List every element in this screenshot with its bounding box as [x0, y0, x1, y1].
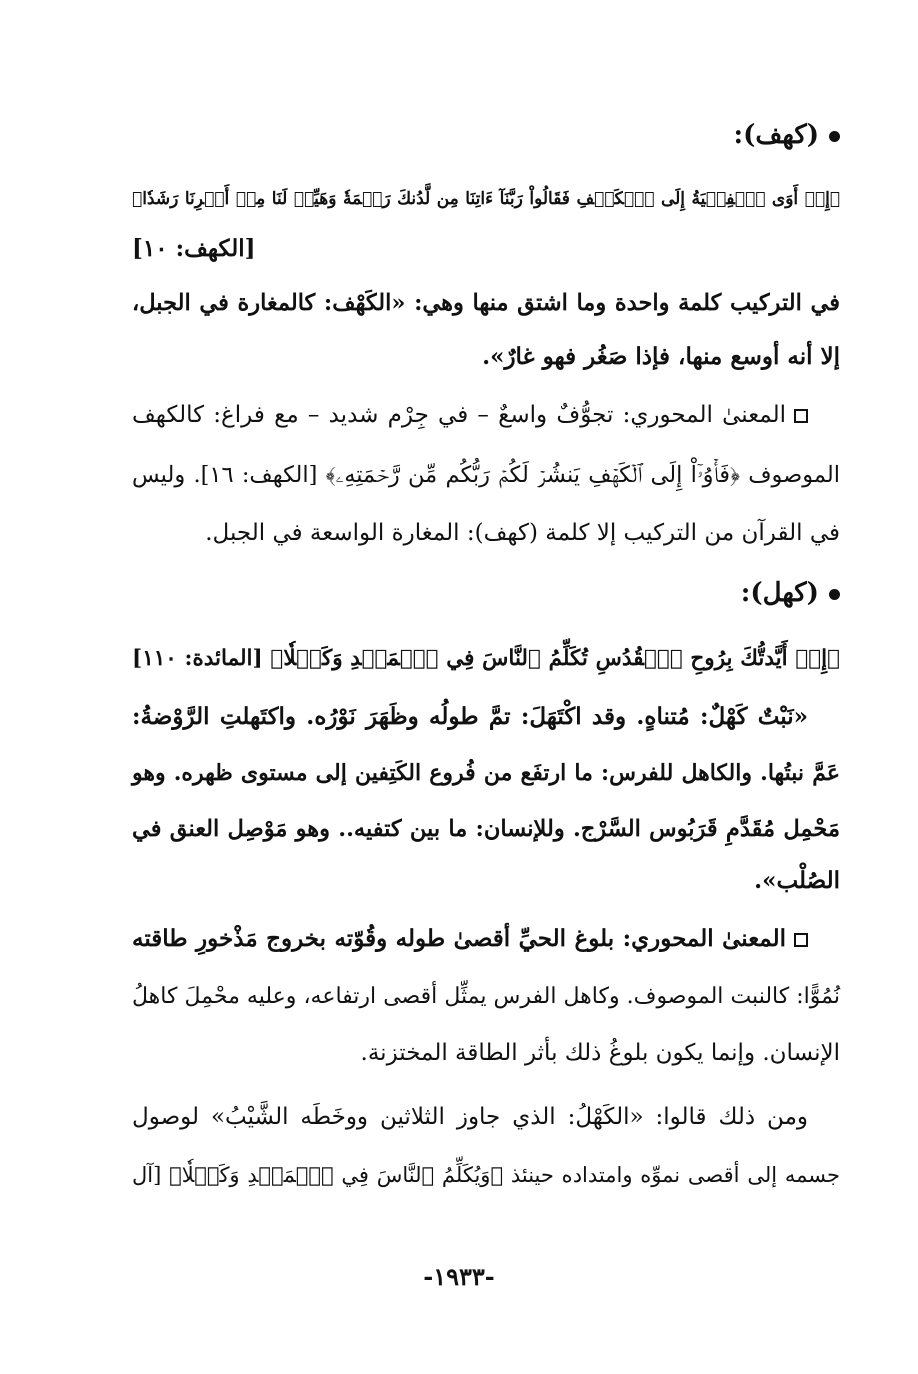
entry-heading-kahl-text: (كهل): — [740, 578, 819, 608]
entry-heading-kahf — [734, 118, 840, 152]
quran-verse-kahf-10: ﴿إِذۡ أَوَى ٱلۡفِتۡيَةُ إِلَى ٱلۡكَهۡفِ فَقَالُواْ رَبَّنَآ ءَاتِنَا مِن لَّدُنكَ رَحۡمَةٗ وَهَيِّئۡ لَنَا مِنۡ أَمۡرِنَا رَشَدٗا﴾ — [132, 189, 840, 209]
core-meaning-line: الموصوف ﴿فَأۡوُۥٓاْ إِلَى ٱلۡكَهۡفِ يَنشُرۡ لَكُمۡ رَبُّكُم مِّن رَّحۡمَتِهِۦ﴾ [الكهف: ١٦]. وليس — [132, 462, 840, 488]
derivation-line: ومن ذلك قالوا: «الكَهْلُ: الذي جاوز الثلاثين ووخَطَه الشَّيْبُ» لوصول — [132, 1104, 808, 1130]
entry-heading-kahf-text: (كهف): — [733, 120, 819, 150]
definition-line: في التركيب كلمة واحدة وما اشتق منها وهي: «الكَهْف: كالمغارة في الجبل، — [132, 290, 840, 316]
entry-heading-kahl — [741, 576, 840, 610]
core-meaning-paragraph — [132, 398, 808, 432]
derivation-line: جسمه إلى أقصى نموِّه وامتداده حينئذ ﴿وَيُكَلِّمُ ٱلنَّاسَ فِي ٱلۡمَهۡدِ وَكَهۡلٗا﴾ [آل — [132, 1163, 840, 1187]
square-icon — [794, 933, 808, 947]
core-meaning-line: المعنىٰ المحوري: تجوُّفٌ واسعٌ – في جِرْم شديد – مع فراغ: كالكهف — [132, 402, 786, 428]
bullet-icon — [829, 131, 840, 142]
core-meaning-line: الإنسان. وإنما يكون بلوغُ ذلك بأثر الطاقة المختزنة. — [360, 1040, 840, 1066]
core-meaning-paragraph — [132, 922, 808, 956]
square-icon — [794, 409, 808, 423]
definition-line: إلا أنه أوسع منها، فإذا صَغُر فهو غارٌ». — [482, 343, 840, 370]
definition-line: عَمَّ نبتُها. والكاهل للفرس: ما ارتفَع من فُروع الكَتِفين إلى مستوى ظهره. وهو — [132, 760, 840, 786]
bullet-icon — [829, 589, 840, 600]
definition-line: «نَبْتٌ كَهْلٌ: مُتناهٍ. وقد اكْتَهَلَ: تمَّ طولُه وظَهَرَ نَوْرُه. واكتَهلتِ الرَّوْضةُ: — [132, 703, 808, 730]
definition-line: مَحْمِل مُقَدَّمِ قَرَبُوس السَّرْج. وللإنسان: ما بين كتفيه.. وهو مَوْصِل العنق في — [132, 816, 840, 842]
core-meaning-line: نُمُوًّا: كالنبت الموصوف. وكاهل الفرس يمثِّل أقصى ارتفاعه، وعليه محْمِلَ كاهلُ — [132, 984, 840, 1009]
core-meaning-line: المعنىٰ المحوري: بلوغ الحيِّ أقصىٰ طوله وقُوّته بخروج مَذْخورِ طاقته — [132, 925, 786, 952]
definition-line: الصُلْب». — [754, 867, 840, 894]
quran-verse-maidah-110: ﴿إِذۡ أَيَّدتُّكَ بِرُوحِ ٱلۡقُدُسِ تُكَلِّمُ ٱلنَّاسَ فِي ٱلۡمَهۡدِ وَكَهۡلٗا﴾ [المائدة: ١١٠] — [132, 646, 840, 671]
core-meaning-line: في القرآن من التركيب إلا كلمة (كهف): المغارة الواسعة في الجبل. — [205, 520, 840, 546]
verse-reference: [الكهف: ١٠] — [132, 235, 256, 262]
page-number: -١٩٣٣- — [423, 1262, 495, 1291]
